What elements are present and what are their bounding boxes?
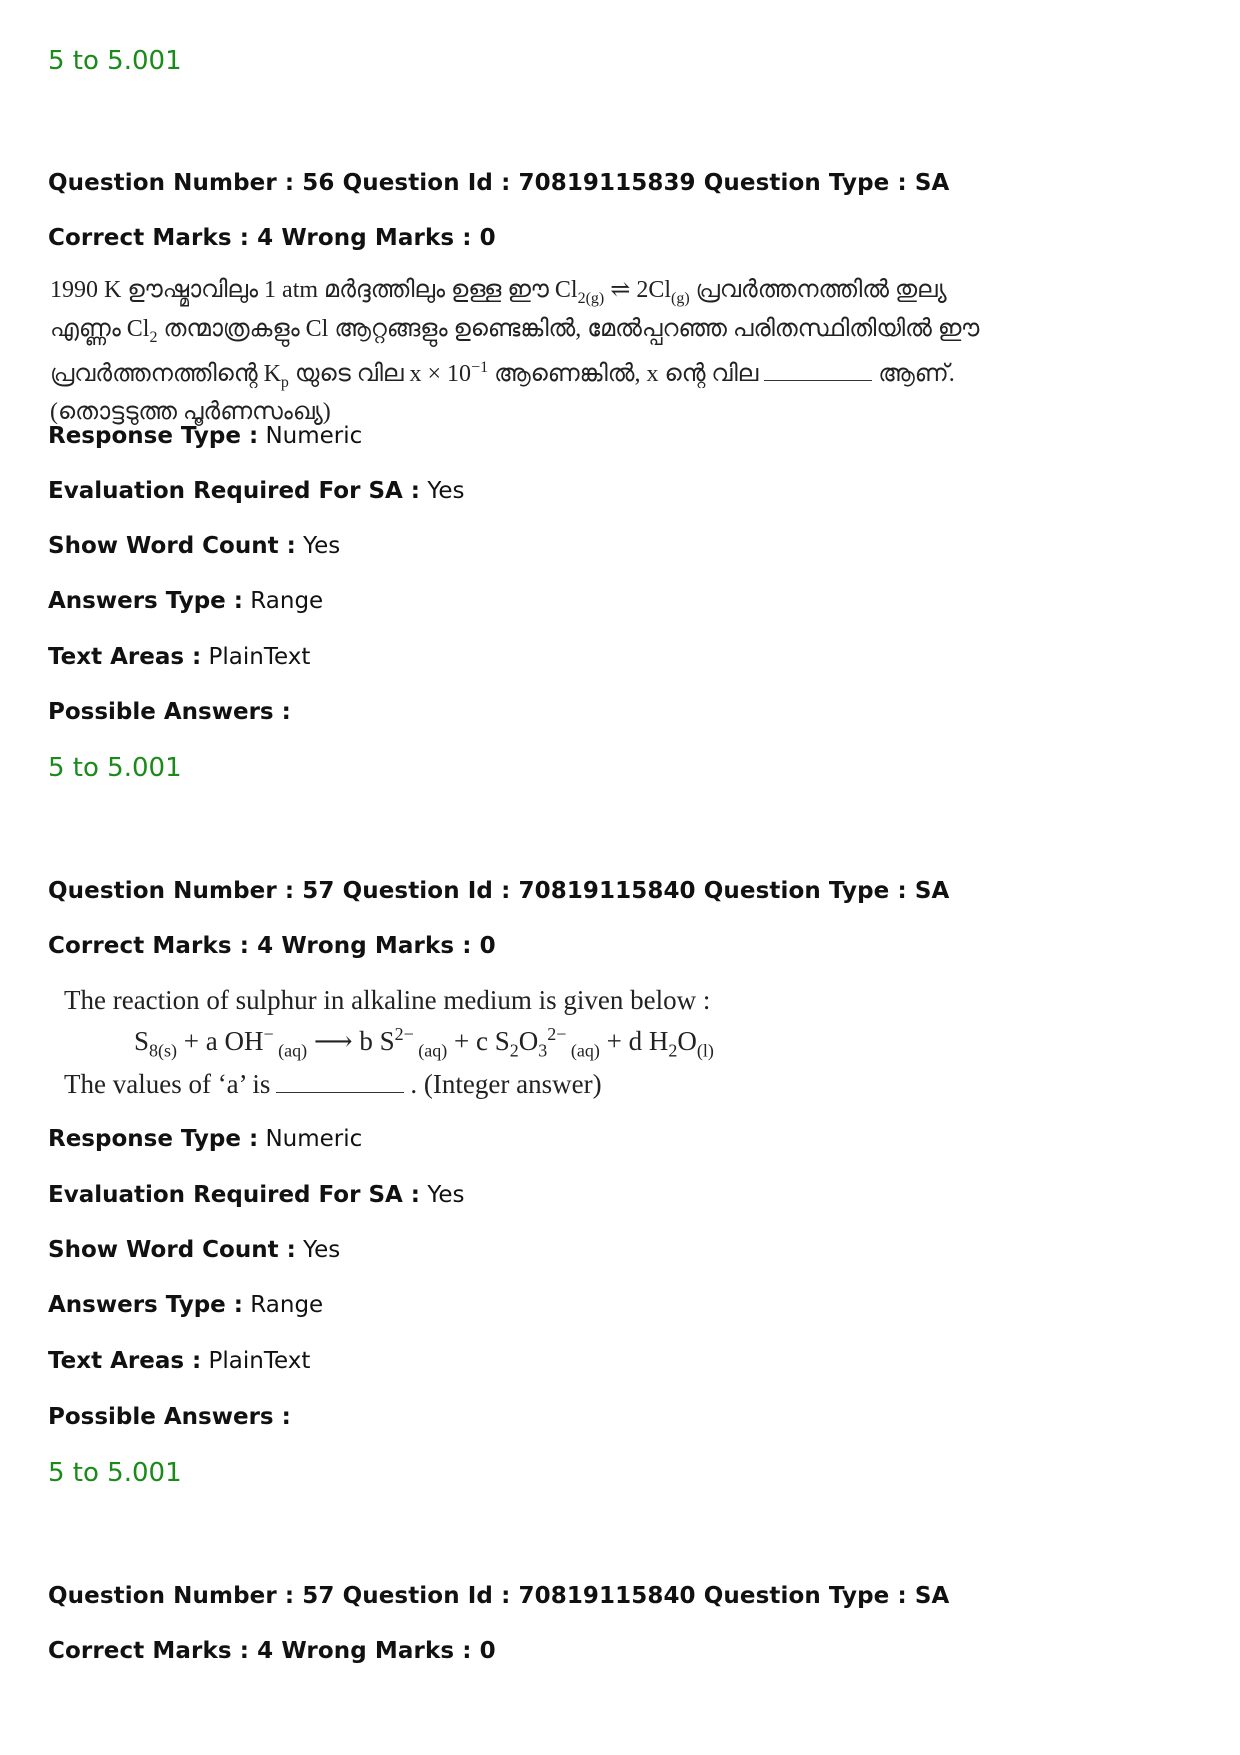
question-line-3: പ്രവർത്തനത്തിന്റെ $K_p$ യുടെ വില $x \times 10^{-1}$ ആണെങ്കിൽ, x ന്റെ വില ആണ്.	[50, 358, 955, 391]
possible-answers-label: Possible Answers :	[48, 699, 291, 725]
possible-answers-label: Possible Answers :	[48, 1404, 291, 1430]
question-header: Question Number : 57 Question Id : 70819115840 Question Type : SA	[48, 878, 950, 904]
question-header: Question Number : 57 Question Id : 70819115840 Question Type : SA	[48, 1583, 950, 1609]
response-type-row: Response Type : Numeric	[48, 423, 363, 449]
marks-line: Correct Marks : 4 Wrong Marks : 0	[48, 1638, 496, 1664]
question-line-1: 1990 K ഊഷ്മാവിലും 1 atm മർദ്ദത്തിലും ഉള്ള ഈ $Cl_{2(g)}$ ⇌ $2Cl_{(g)}$ പ്രവർത്തനത്തിൽ തുല്യ	[50, 277, 947, 307]
previous-possible-answer: 5 to 5.001	[48, 46, 182, 76]
question-intro: The reaction of sulphur in alkaline medium is given below :	[64, 985, 711, 1015]
evaluation-required-row: Evaluation Required For SA : Yes	[48, 478, 465, 504]
response-type-row: Response Type : Numeric	[48, 1126, 363, 1152]
question-line-2: എണ്ണം $Cl_2$ തന്മാത്രകളും Cl ആറ്റങ്ങളും ഉണ്ടെങ്കിൽ, മേൽപ്പറഞ്ഞ പരിതസ്ഥിതിയിൽ ഈ	[50, 315, 980, 346]
answer-blank	[764, 379, 872, 381]
question-prompt: The values of ‘a’ is . (Integer answer)	[64, 1069, 602, 1100]
text-areas-row: Text Areas : PlainText	[48, 1348, 311, 1374]
text-areas-row: Text Areas : PlainText	[48, 644, 311, 670]
possible-answer-value: 5 to 5.001	[48, 753, 182, 783]
marks-line: Correct Marks : 4 Wrong Marks : 0	[48, 933, 496, 959]
answers-type-row: Answers Type : Range	[48, 1292, 324, 1318]
show-word-count-row: Show Word Count : Yes	[48, 1237, 341, 1263]
possible-answer-value: 5 to 5.001	[48, 1458, 182, 1488]
marks-line: Correct Marks : 4 Wrong Marks : 0	[48, 225, 496, 251]
answer-blank	[276, 1091, 404, 1093]
chemical-equation: $S_{8(s)} + a$ OH− $_{(aq)}$ ⟶ b $S^{2-}$ $_{(aq)}$ + c $S_2O_3^{2-}$ $_{(aq)}$ + d $H_2O_{(l)}$	[134, 1024, 714, 1061]
question-line-4: (തൊട്ടടുത്ത പൂർണസംഖ്യ)	[50, 399, 331, 426]
question-header: Question Number : 56 Question Id : 70819115839 Question Type : SA	[48, 170, 950, 196]
question-text-image	[50, 275, 979, 427]
question-text-image	[64, 983, 714, 1101]
answers-type-row: Answers Type : Range	[48, 588, 324, 614]
evaluation-required-row: Evaluation Required For SA : Yes	[48, 1182, 465, 1208]
show-word-count-row: Show Word Count : Yes	[48, 533, 341, 559]
